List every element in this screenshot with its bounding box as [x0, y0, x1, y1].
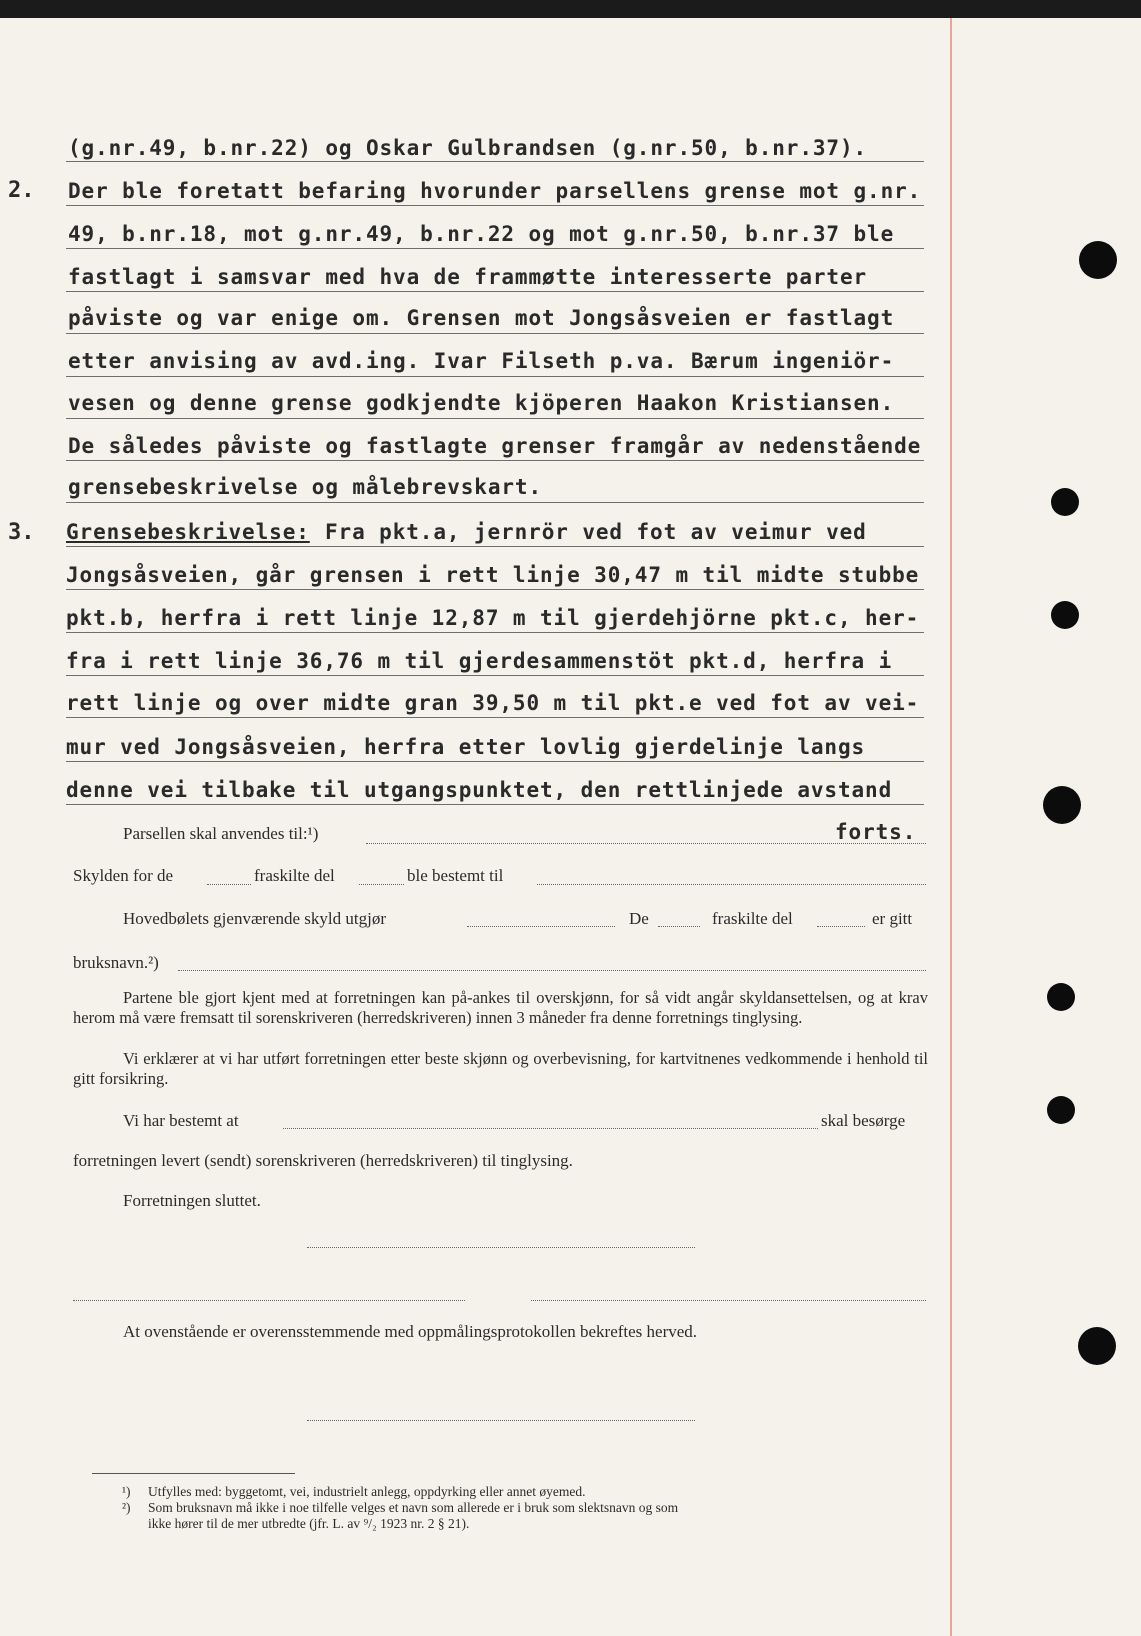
punch-hole-icon — [1043, 786, 1081, 824]
punch-hole-icon — [1047, 983, 1075, 1011]
ruled-line — [66, 333, 924, 334]
item-number: 2. — [8, 178, 35, 203]
fill-line — [283, 1128, 818, 1129]
ruled-line — [66, 675, 924, 676]
form-label: forretningen levert (sendt) sorenskriveren (herredskriveren) til tinglysing. — [73, 1151, 573, 1170]
top-scan-edge — [0, 0, 1141, 18]
form-label: skal besørge — [821, 1111, 906, 1130]
signature-line — [307, 1247, 695, 1248]
typed-line: denne vei tilbake til utgangspunktet, den rettlinjede avstand — [66, 778, 893, 802]
fill-line — [658, 926, 700, 927]
signature-line — [307, 1420, 695, 1421]
ruled-line — [66, 161, 924, 162]
typed-line: Der ble foretatt befaring hvorunder parsellens grense mot g.nr. — [68, 179, 922, 203]
ruled-line — [66, 291, 924, 292]
ruled-line — [66, 376, 924, 377]
typed-line: Jongsåsveien, går grensen i rett linje 30,47 m til midte stubbe — [66, 563, 920, 587]
continued-mark: forts. — [835, 820, 917, 844]
punch-hole-icon — [1051, 488, 1079, 516]
fill-line — [817, 926, 865, 927]
fill-line — [359, 884, 404, 885]
form-label: At ovenstående er overensstemmende med oppmålingsprotokollen bekreftes herved. — [123, 1322, 698, 1341]
typed-line: grensebeskrivelse og målebrevskart. — [68, 475, 543, 499]
form-label: Parsellen skal anvendes til:¹) — [123, 824, 319, 843]
typed-line: pkt.b, herfra i rett linje 12,87 m til gjerdehjörne pkt.c, her- — [66, 606, 920, 630]
footnote-mark: ¹) — [122, 1484, 131, 1499]
ruled-line — [66, 804, 924, 805]
appeal-notice: Partene ble gjort kjent med at forretningen kan på-ankes til overskjønn, for så vidt angår skyldansettelsen, og at krav herom må være fremsatt til sorenskriveren (herredskriveren) innen 3 måneder fra denne forretnings tinglysing. — [73, 988, 928, 1027]
footnote-text: Som bruksnavn må ikke i noe tilfelle velges et navn som allerede er i bruk som slektsnavn og som — [148, 1500, 679, 1515]
typed-line: (g.nr.49, b.nr.22) og Oskar Gulbrandsen (g.nr.50, b.nr.37). — [68, 136, 868, 160]
fill-line — [467, 926, 615, 927]
footnote-text: Utfylles med: byggetomt, vei, industrielt anlegg, oppdyrking eller annet øyemed. — [148, 1484, 586, 1499]
margin-rule — [950, 18, 952, 1636]
item-number: 3. — [8, 520, 35, 545]
ruled-line — [66, 502, 924, 503]
punch-hole-icon — [1078, 1327, 1116, 1365]
ruled-line — [66, 632, 924, 633]
form-label: Forretningen sluttet. — [123, 1191, 261, 1210]
declaration-paragraph: Vi erklærer at vi har utført forretningen etter beste skjønn og overbevisning, for kartvitnenes vedkommende i henhold til gitt forsikring. — [73, 1049, 928, 1088]
signature-line — [73, 1300, 465, 1301]
form-label: ble bestemt til — [407, 866, 504, 885]
typed-line: fra i rett linje 36,76 m til gjerdesammenstöt pkt.d, herfra i — [66, 649, 893, 673]
ruled-line — [66, 761, 924, 762]
ruled-line — [66, 248, 924, 249]
fill-line — [178, 970, 926, 971]
typed-line: påviste og var enige om. Grensen mot Jongsåsveien er fastlagt — [68, 306, 895, 330]
form-label: Hovedbølets gjenværende skyld utgjør — [123, 909, 386, 928]
section-heading: Grensebeskrivelse: — [66, 520, 310, 544]
form-label: Skylden for de — [73, 866, 174, 885]
footnote-mark: ²) — [122, 1500, 131, 1515]
typed-line: etter anvising av avd.ing. Ivar Filseth p.va. Bærum ingeniör- — [68, 349, 895, 373]
footnote-separator — [92, 1473, 295, 1474]
punch-hole-icon — [1047, 1096, 1075, 1124]
punch-hole-icon — [1079, 241, 1117, 279]
typed-line: rett linje og over midte gran 39,50 m til pkt.e ved fot av vei- — [66, 691, 920, 715]
ruled-line — [66, 205, 924, 206]
typed-line: De således påviste og fastlagte grenser framgår av nedenstående — [68, 434, 922, 458]
ruled-line — [66, 589, 924, 590]
fill-line — [207, 884, 251, 885]
form-label: De — [629, 909, 649, 928]
form-label: fraskilte del — [712, 909, 793, 928]
typed-line: fastlagt i samsvar med hva de frammøtte interesserte parter — [68, 265, 868, 289]
typed-line: vesen og denne grense godkjendte kjöperen Haakon Kristiansen. — [68, 391, 895, 415]
typed-line: mur ved Jongsåsveien, herfra etter lovlig gjerdelinje langs — [66, 735, 866, 759]
ruled-line — [66, 460, 924, 461]
signature-line — [531, 1300, 926, 1301]
ruled-line — [66, 546, 924, 547]
footnote-text: ikke hører til de mer utbredte (jfr. L. av ⁹/₂ 1923 nr. 2 § 21). — [148, 1516, 470, 1531]
ruled-line — [66, 717, 924, 718]
ruled-line — [66, 418, 924, 419]
form-label: fraskilte del — [254, 866, 335, 885]
form-label: bruksnavn.²) — [73, 953, 159, 972]
form-label: er gitt — [872, 909, 913, 928]
form-label: Vi har bestemt at — [123, 1111, 239, 1130]
punch-hole-icon — [1051, 601, 1079, 629]
fill-line — [537, 884, 926, 885]
typed-line: Fra pkt.a, jernrör ved fot av veimur ved — [325, 520, 867, 544]
typed-line: 49, b.nr.18, mot g.nr.49, b.nr.22 og mot g.nr.50, b.nr.37 ble — [68, 222, 895, 246]
